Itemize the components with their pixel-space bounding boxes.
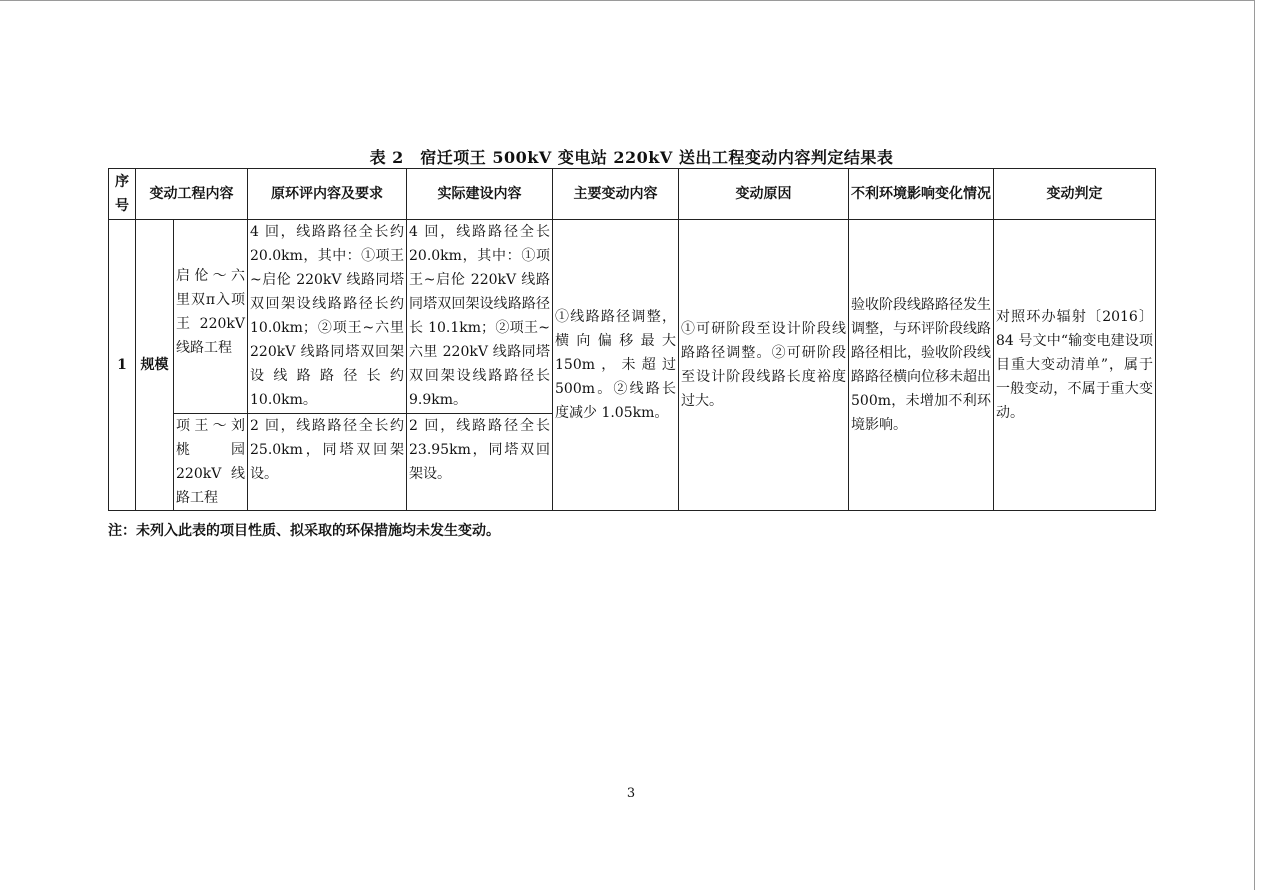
sub-project-1-original: 4 回，线路路径全长约 20.0km，其中：①项王~启伦 220kV 线路同塔双回架设线路路径长约 10.0km；②项王~六里 220kV 线路同塔双回架设线路路径长约 10.0km。 — [248, 220, 407, 414]
sub-project-1-actual: 4 回，线路路径全长 20.0km，其中：①项王~启伦 220kV 线路同塔双回架设线路路径长 10.1km；②项王~六里 220kV 线路同塔双回架设线路路径长 9.9km。 — [407, 220, 553, 414]
judgement-cell: 对照环办辐射〔2016〕84 号文中“输变电建设项目重大变动清单”，属于一般变动，不属于重大变动。 — [994, 220, 1156, 511]
table-title: 表 2 宿迁项王 500kV 变电站 220kV 送出工程变动内容判定结果表 — [369, 148, 894, 167]
header-row — [109, 169, 1156, 220]
header-env-impact: 不利环境影响变化情况 — [849, 169, 994, 220]
header-seq: 序号 — [109, 169, 136, 220]
header-judgement: 变动判定 — [994, 169, 1156, 220]
sub-project-2-actual: 2 回，线路路径全长 23.95km，同塔双回架设。 — [407, 414, 553, 511]
sub-project-1-name: 启伦～六里双π入项王 220kV 线路工程 — [174, 220, 248, 414]
reason-cell: ①可研阶段至设计阶段线路路径调整。②可研阶段至设计阶段线路长度裕度过大。 — [679, 220, 849, 511]
header-original: 原环评内容及要求 — [248, 169, 407, 220]
main-change-cell: ①线路路径调整，横向偏移最大 150m，未超过 500m。②线路长度减少 1.05km。 — [553, 220, 679, 511]
row-seq: 1 — [109, 220, 136, 511]
header-actual: 实际建设内容 — [407, 169, 553, 220]
env-impact-cell: 验收阶段线路路径发生调整，与环评阶段线路路径相比，验收阶段线路路径横向位移未超出500m，未增加不利环境影响。 — [849, 220, 994, 511]
table-row — [109, 220, 1156, 414]
table-note: 注：未列入此表的项目性质、拟采取的环保措施均未发生变动。 — [108, 523, 500, 539]
sub-project-2-original: 2 回，线路路径全长约 25.0km，同塔双回架设。 — [248, 414, 407, 511]
row-category: 规模 — [136, 220, 174, 511]
header-project: 变动工程内容 — [136, 169, 248, 220]
header-reason: 变动原因 — [679, 169, 849, 220]
change-judgement-table — [108, 168, 1156, 511]
header-main-change: 主要变动内容 — [553, 169, 679, 220]
page-number: 3 — [626, 786, 636, 801]
sub-project-2-name: 项王～刘桃园 220kV 线路工程 — [174, 414, 248, 511]
